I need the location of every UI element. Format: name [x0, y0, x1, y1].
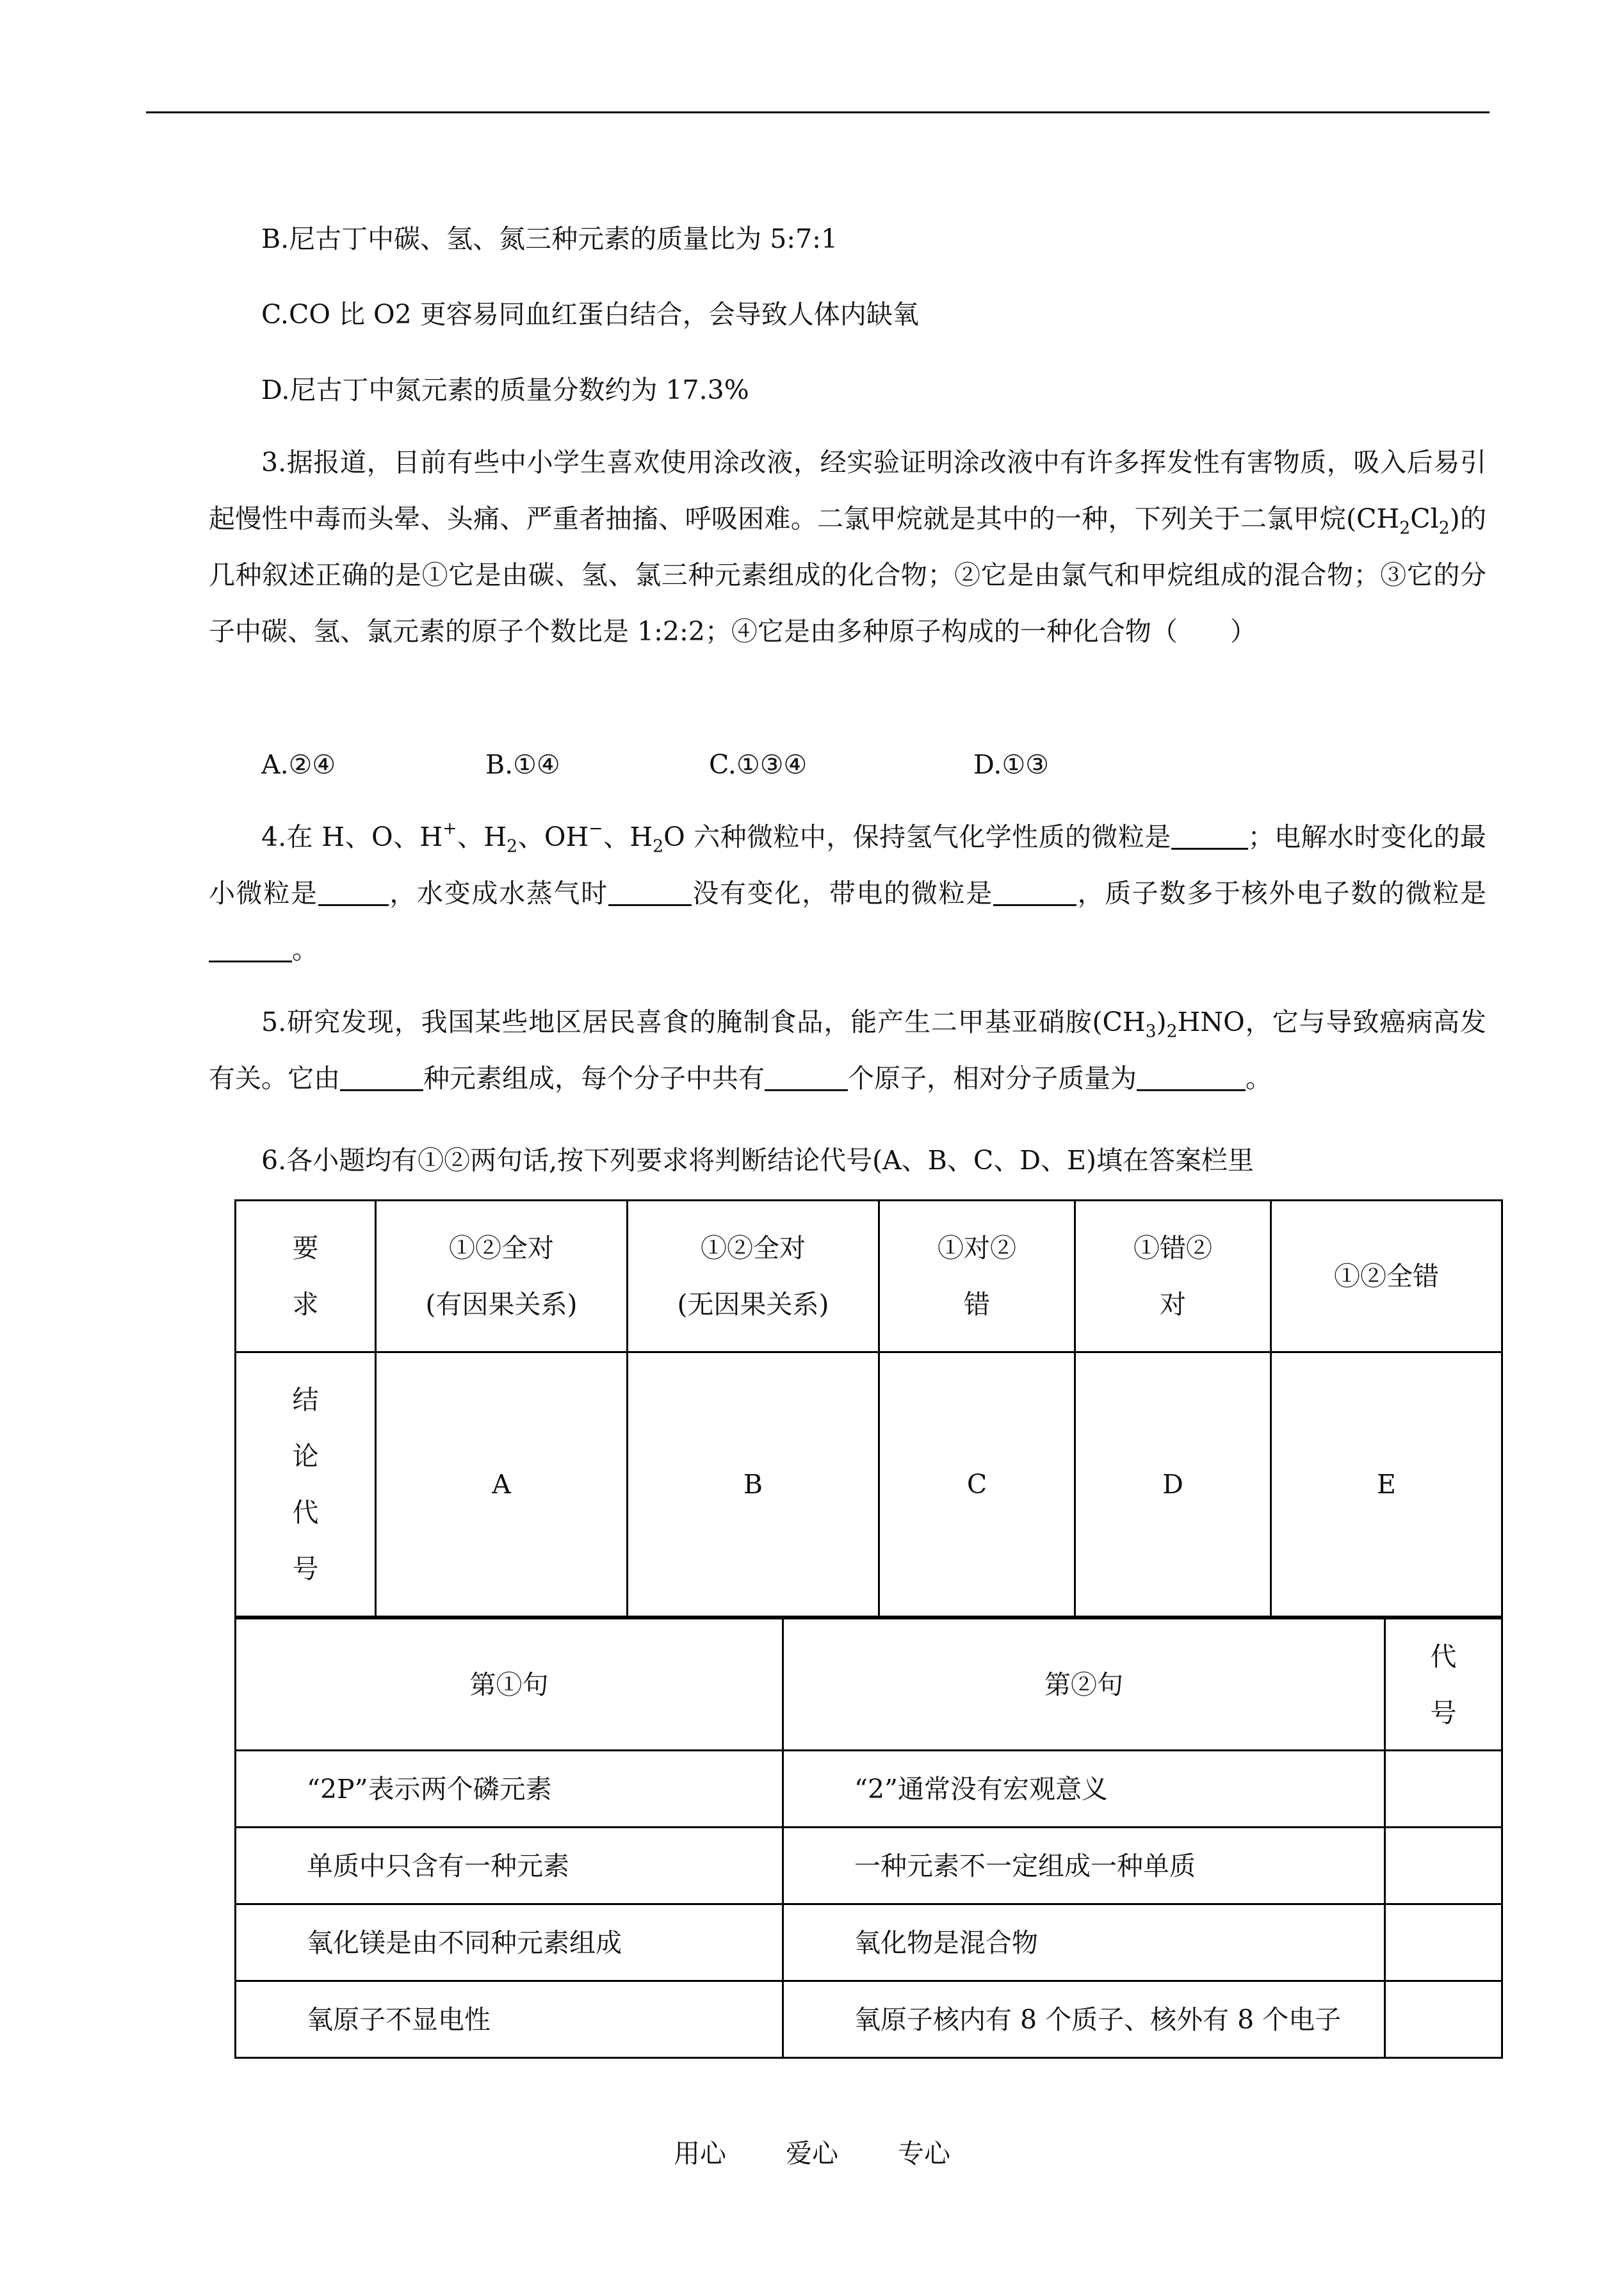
option-b-line: B.尼古丁中碳、氢、氮三种元素的质量比为 5:7:1 [261, 223, 838, 254]
option-c-line: C.CO 比 O2 更容易同血红蛋白结合，会导致人体内缺氧 [261, 299, 919, 330]
question-4: 4.在 H、O、H+、$H_2$、OH−、$H_2O$ 六种微粒中，保持氢气化学性质的微粒是 ；电解水时变化的最小微粒是 ，水变成水蒸气时 没有变化，带电的微粒是 ，质子数多于核外电子数的微粒是。 [209, 818, 1487, 965]
sentence-1-cell: 氧化镁是由不同种元素组成 [236, 1904, 783, 1981]
footer-text: 爱心 [786, 2138, 838, 2169]
code-answer-cell[interactable] [1385, 1751, 1502, 1828]
table-row [236, 1981, 1502, 2058]
code-answer-cell[interactable] [1385, 1828, 1502, 1904]
code-answer-cell[interactable] [1385, 1904, 1502, 1981]
sentence-2-cell: 一种元素不一定组成一种单质 [783, 1828, 1385, 1904]
table-row [236, 1904, 1502, 1981]
sentence-2-header: 第②句 [783, 1619, 1385, 1751]
footer-text: 用心 [673, 2138, 726, 2169]
sentence-1-cell: “2P”表示两个磷元素 [236, 1751, 783, 1828]
req-col-d: ①错② 对 [1075, 1201, 1271, 1352]
judgement-table [234, 1618, 1503, 2059]
sentence-2-cell: 氧化物是混合物 [783, 1904, 1385, 1981]
answer-blank[interactable] [1171, 822, 1248, 850]
req-col-e: ①②全错 [1271, 1201, 1502, 1352]
req-col-c: ①对② 错 [879, 1201, 1075, 1352]
code-d: D [1075, 1352, 1271, 1617]
header-rule [146, 111, 1490, 113]
sentence-1-cell: 氧原子不显电性 [236, 1981, 783, 2058]
req-col-b: ①②全对 (无因果关系) [628, 1201, 879, 1352]
code-a: A [376, 1352, 628, 1617]
answer-blank[interactable] [209, 934, 292, 962]
q3-option-c: C.①③④ [709, 749, 808, 780]
question-5: 5.研究发现，我国某些地区居民喜食的腌制食品，能产生二甲基亚硝胺$(CH_3)_2HNO$，它与导致癌病高发有关。它由 种元素组成，每个分子中共有 个原子，相对分子质量为 。 [209, 1007, 1486, 1094]
q3-option-b: B.①④ [485, 749, 560, 780]
answer-blank[interactable] [318, 878, 389, 906]
answer-blank[interactable] [1137, 1063, 1246, 1091]
code-column-header: 代 号 [1385, 1619, 1502, 1751]
code-answer-cell[interactable] [1385, 1981, 1502, 2058]
q3-option-d: D.①③ [973, 749, 1049, 780]
requirement-table [234, 1199, 1503, 1618]
sentence-2-cell: 氧原子核内有 8 个质子、核外有 8 个电子 [783, 1981, 1385, 2058]
answer-blank[interactable] [340, 1063, 423, 1091]
sentence-1-header: 第①句 [236, 1619, 783, 1751]
code-header-cell: 结 论 代 号 [236, 1352, 376, 1617]
req-col-a: ①②全对 (有因果关系) [376, 1201, 628, 1352]
sentence-2-cell: “2”通常没有宏观意义 [783, 1751, 1385, 1828]
answer-blank[interactable] [765, 1063, 848, 1091]
sentence-1-cell: 单质中只含有一种元素 [236, 1828, 783, 1904]
table-row [236, 1828, 1502, 1904]
q3-option-a: A.②④ [261, 749, 336, 780]
req-header-cell: 要 求 [236, 1201, 376, 1352]
question-6-intro: 6.各小题均有①②两句话,按下列要求将判断结论代号(A、B、C、D、E)填在答案栏里 [261, 1145, 1255, 1176]
question-3: 3.据报道，目前有些中小学生喜欢使用涂改液，经实验证明涂改液中有许多挥发性有害物质，吸入后易引起慢性中毒而头晕、头痛、严重者抽搐、呼吸困难。二氯甲烷就是其中的一种，下列关于二氯甲烷$(CH_2Cl_2)$的几种叙述正确的是①它是由碳、氢、氯三种元素组成的化合物；②它是由氯气和甲烷组成的混合物；③它的分子中碳、氢、氯元素的原子个数比是 1:2:2；④它是由多种原子构成的一种化合物（ ） [209, 447, 1486, 647]
page-footer [0, 2132, 1624, 2170]
table-row [236, 1751, 1502, 1828]
code-b: B [628, 1352, 879, 1617]
answer-blank[interactable] [608, 878, 692, 906]
answer-blank[interactable] [993, 878, 1076, 906]
code-e: E [1271, 1352, 1502, 1617]
option-d-line: D.尼古丁中氮元素的质量分数约为 17.3% [261, 375, 749, 405]
footer-text: 专心 [898, 2138, 951, 2169]
code-c: C [879, 1352, 1075, 1617]
